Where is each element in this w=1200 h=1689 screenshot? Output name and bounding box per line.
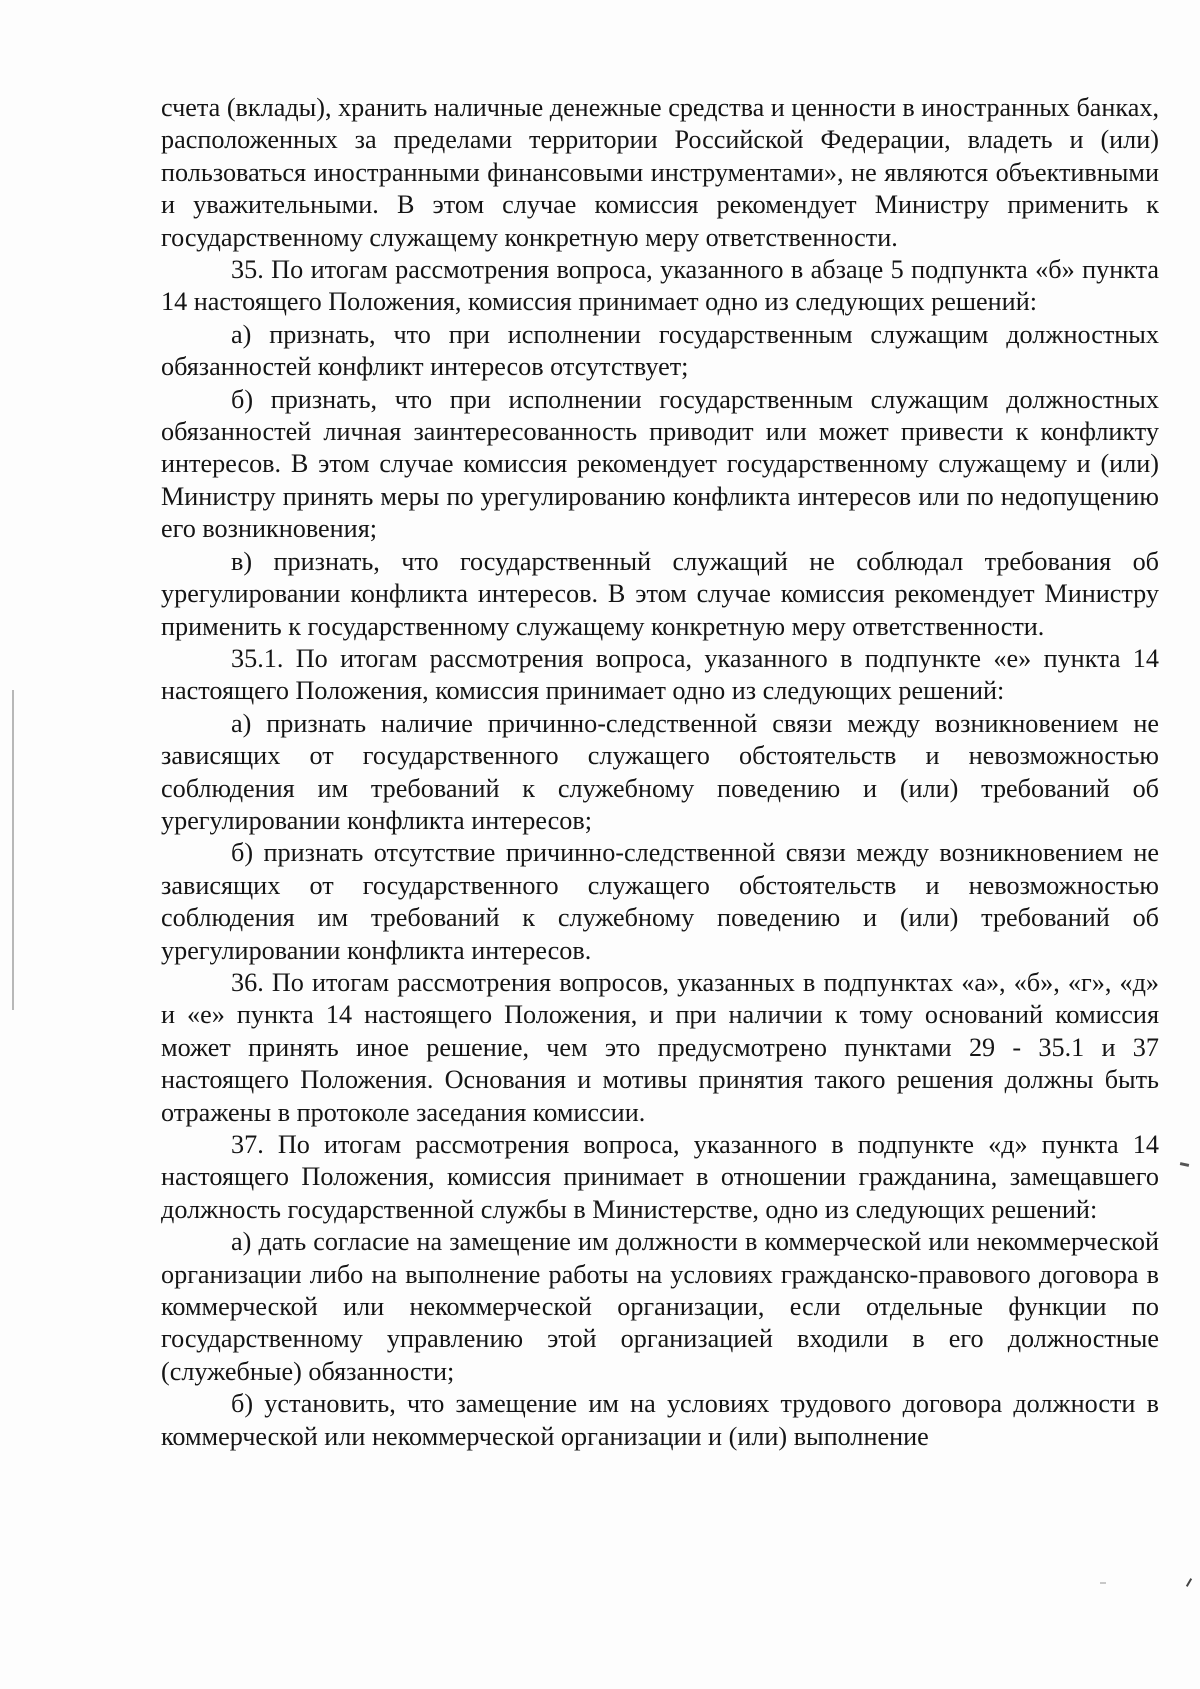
scan-artifact-dot: [1100, 1582, 1106, 1584]
paragraph-37-a: а) дать согласие на замещение им должности в коммерческой или некоммерческой организации либо на выполнение работы на условиях гражданско-правового договора в коммерческой или некоммерческой организации, если отдельные функции по государственному управлению этой организацией входили в его должностные (служебные) обязанности;: [161, 1227, 1159, 1386]
paragraph-35-v: в) признать, что государственный служащий не соблюдал требования об урегулировании конфликта интересов. В этом случае комиссия рекомендует Министру применить к государственному служащему конкретную меру ответственности.: [161, 546, 1159, 641]
scan-binding-line: [12, 690, 14, 1010]
paragraph-37: 37. По итогам рассмотрения вопроса, указанного в подпункте «д» пункта 14 настоящего Положения, комиссия принимает в отношении гражданина, замещавшего должность государственной службы в Министерстве, одно из следующих решений:: [161, 1130, 1159, 1224]
paragraph-35-1-a: а) признать наличие причинно-следственной связи между возникновением не зависящих от государственного служащего обстоятельств и невозможностью соблюдения им требований к служебному поведению и (или) требований об урегулировании конфликта интересов;: [161, 708, 1159, 835]
paragraph-35-1: 35.1. По итогам рассмотрения вопроса, указанного в подпункте «е» пункта 14 настоящего Положения, комиссия принимает одно из следующих решений:: [161, 643, 1159, 706]
paragraph-35-1-b: б) признать отсутствие причинно-следственной связи между возникновением не зависящих от государственного служащего обстоятельств и невозможностью соблюдения им требований к служебному поведению и (или) требований об урегулировании конфликта интересов.: [161, 838, 1159, 965]
scan-artifact-mark: [1180, 1162, 1189, 1167]
paragraph-35-b: б) признать, что при исполнении государственным служащим должностных обязанностей личная заинтересованность приводит или может привести к конфликту интересов. В этом случае комиссия рекомендует государственному служащему и (или) Министру принять меры по урегулированию конфликта интересов или по недопущению его возникновения;: [161, 384, 1159, 544]
paragraph-continuation: счета (вклады), хранить наличные денежные средства и ценности в иностранных банках, расположенных за пределами территории Российской Федерации, владеть и (или) пользоваться иностранными финансовыми инструментами», не являются объективными и уважительными. В этом случае комиссия рекомендует Министру применить к государственному служащему конкретную меру ответственности.: [161, 93, 1159, 252]
paragraph-37-b: б) установить, что замещение им на условиях трудового договора должности в коммерческой или некоммерческой организации и (или) выполнение: [161, 1389, 1159, 1451]
scan-artifact-tick: [1186, 1578, 1192, 1587]
paragraph-36: 36. По итогам рассмотрения вопросов, указанных в подпунктах «а», «б», «г», «д» и «е» пункта 14 настоящего Положения, и при наличии к тому оснований комиссия может принять иное решение, чем это предусмотрено пунктами 29 - 35.1 и 37 настоящего Положения. Основания и мотивы принятия такого решения должны быть отражены в протоколе заседания комиссии.: [161, 967, 1159, 1127]
paragraph-35: 35. По итогам рассмотрения вопроса, указанного в абзаце 5 подпункта «б» пункта 14 настоящего Положения, комиссия принимает одно из следующих решений:: [161, 255, 1159, 317]
paragraph-35-a: а) признать, что при исполнении государственным служащим должностных обязанностей конфликт интересов отсутствует;: [161, 319, 1159, 382]
document-body: [161, 92, 1159, 1453]
